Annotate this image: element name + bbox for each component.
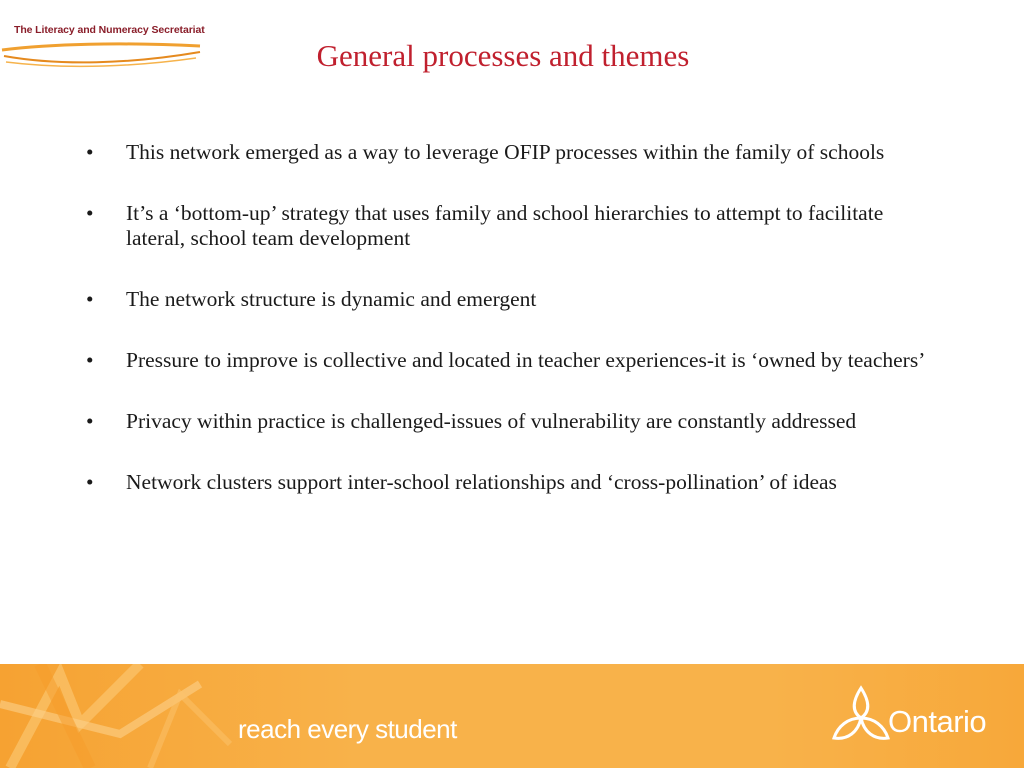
bullet-item [86, 470, 936, 495]
bullet-list [86, 140, 936, 531]
bullet-text: Pressure to improve is collective and located in teacher experiences-it is ‘owned by teachers’ [126, 348, 926, 372]
ontario-brand: Ontario [888, 704, 987, 739]
bullet-text: This network emerged as a way to leverage OFIP processes within the family of schools [126, 140, 885, 164]
bullet-item [86, 409, 936, 434]
bullet-icon: • [86, 140, 94, 164]
bullet-text: Privacy within practice is challenged-issues of vulnerability are constantly addressed [126, 409, 857, 433]
bullet-text: Network clusters support inter-school relationships and ‘cross-pollination’ of ideas [126, 470, 837, 494]
organization-name: The Literacy and Numeracy Secretariat [14, 24, 205, 36]
star-swirl-decoration-icon [0, 664, 240, 768]
footer-banner [0, 664, 1024, 768]
trillium-icon [826, 682, 896, 752]
tagline: reach every student [238, 714, 457, 744]
bullet-icon: • [86, 201, 94, 225]
bullet-icon: • [86, 287, 94, 311]
bullet-text: The network structure is dynamic and emergent [126, 287, 537, 311]
bullet-item [86, 348, 936, 373]
bullet-text: It’s a ‘bottom-up’ strategy that uses family and school hierarchies to attempt to facilitate lateral, school team development [126, 201, 884, 250]
bullet-item [86, 201, 936, 251]
bullet-icon: • [86, 470, 94, 494]
slide-title: General processes and themes [316, 38, 690, 73]
bullet-item [86, 287, 936, 312]
bullet-icon: • [86, 348, 94, 372]
bullet-item [86, 140, 936, 165]
bullet-icon: • [86, 409, 94, 433]
